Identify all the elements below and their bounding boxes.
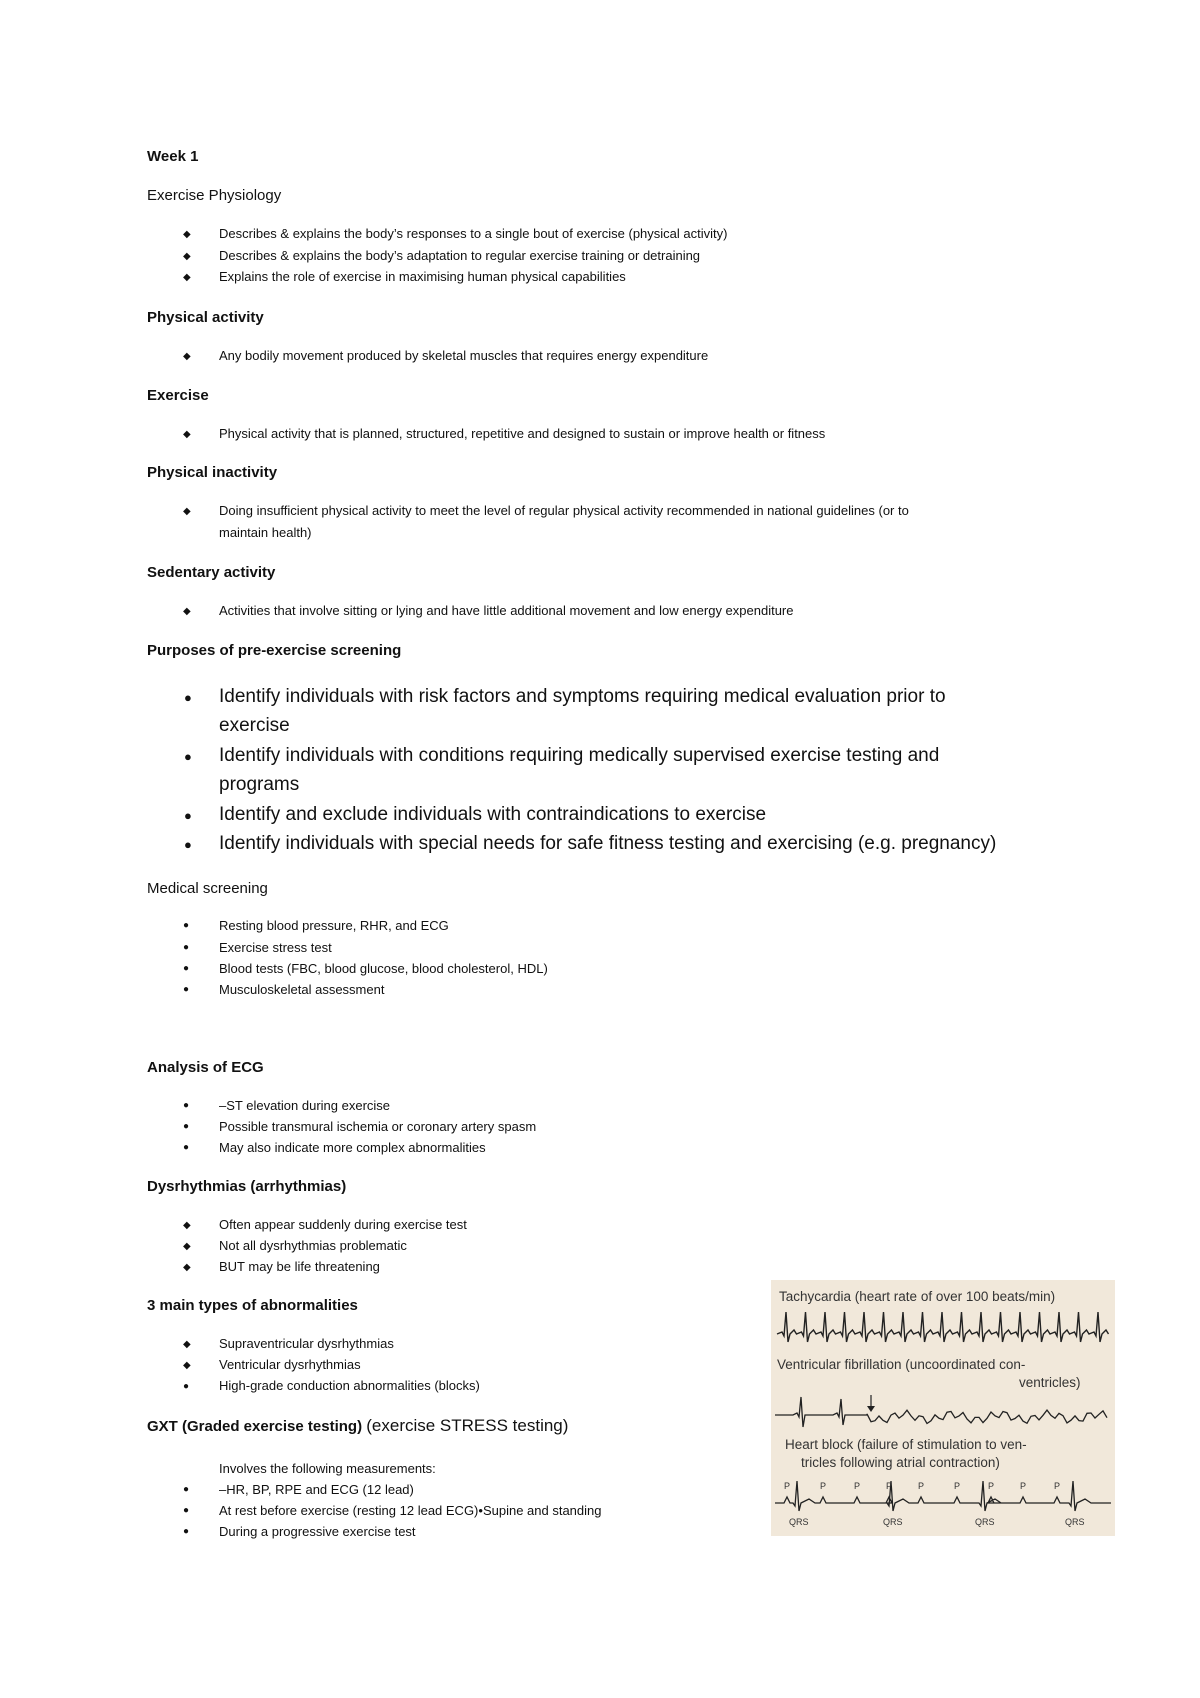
medical-screening-heading: Medical screening bbox=[147, 880, 268, 897]
list-item: Musculoskeletal assessment bbox=[219, 982, 385, 997]
sedentary-heading: Sedentary activity bbox=[147, 564, 276, 581]
p-wave-label: P bbox=[918, 1481, 925, 1491]
list-item: Possible transmural ischemia or coronary artery spasm bbox=[219, 1119, 537, 1134]
bullet-icon: ◆ bbox=[183, 506, 191, 517]
p-wave-label: P bbox=[1020, 1481, 1027, 1491]
bullet-icon: ● bbox=[184, 749, 192, 764]
list-item: Resting blood pressure, RHR, and ECG bbox=[219, 918, 449, 933]
bullet-icon: ◆ bbox=[183, 606, 191, 617]
heart-block-caption-continuation: tricles following atrial contraction) bbox=[801, 1455, 1000, 1470]
bullet-icon: ● bbox=[183, 1381, 190, 1392]
physical-activity-heading: Physical activity bbox=[147, 309, 264, 326]
qrs-label: QRS bbox=[883, 1517, 903, 1527]
gxt-heading bbox=[147, 1416, 568, 1436]
bullet-icon: ◆ bbox=[183, 1360, 191, 1371]
vf-caption: Ventricular fibrillation (uncoordinated con- bbox=[777, 1357, 1026, 1372]
bullet-icon: ● bbox=[183, 942, 190, 953]
exercise-physiology-heading: Exercise Physiology bbox=[147, 187, 282, 204]
list-item: Blood tests (FBC, blood glucose, blood cholesterol, HDL) bbox=[219, 961, 548, 976]
bullet-icon: ● bbox=[184, 808, 192, 823]
bullet-icon: ◆ bbox=[183, 351, 191, 362]
list-item: Exercise stress test bbox=[219, 940, 332, 955]
list-item: Identify individuals with conditions requiring medically supervised exercise testing and bbox=[219, 745, 940, 766]
bullet-icon: ● bbox=[183, 920, 190, 931]
list-item: Not all dysrhythmias problematic bbox=[219, 1238, 407, 1253]
ecg-figure bbox=[771, 1280, 1115, 1536]
bullet-icon: ● bbox=[184, 837, 192, 852]
list-item: Activities that involve sitting or lying and have little additional movement and low energy expenditure bbox=[219, 603, 794, 618]
gxt-heading-main: GXT (Graded exercise testing) bbox=[147, 1418, 363, 1435]
bullet-icon: ◆ bbox=[183, 1220, 191, 1231]
bullet-icon: ◆ bbox=[183, 429, 191, 440]
list-item: High-grade conduction abnormalities (blocks) bbox=[219, 1378, 480, 1393]
bullet-icon: ◆ bbox=[183, 1262, 191, 1273]
vf-ecg-strip bbox=[771, 1393, 1115, 1435]
list-item: May also indicate more complex abnormalities bbox=[219, 1140, 486, 1155]
list-item: Any bodily movement produced by skeletal muscles that requires energy expenditure bbox=[219, 348, 709, 363]
bullet-icon: ● bbox=[183, 984, 190, 995]
gxt-heading-suffix: (exercise STRESS testing) bbox=[366, 1416, 569, 1435]
abnormalities-heading: 3 main types of abnormalities bbox=[147, 1297, 358, 1314]
p-wave-label: P bbox=[954, 1481, 961, 1491]
list-item: Describes & explains the body’s adaptation to regular exercise training or detraining bbox=[219, 248, 701, 263]
list-item-continuation: programs bbox=[219, 774, 300, 795]
list-item: Identify and exclude individuals with contraindications to exercise bbox=[219, 804, 767, 825]
arrow-head-icon bbox=[867, 1406, 875, 1412]
bullet-icon: ◆ bbox=[183, 1339, 191, 1350]
gxt-intro: Involves the following measurements: bbox=[219, 1461, 436, 1476]
vf-caption-continuation: ventricles) bbox=[1019, 1375, 1081, 1390]
bullet-icon: ● bbox=[183, 1142, 190, 1153]
tachycardia-ecg-strip bbox=[771, 1308, 1115, 1348]
list-item: Identify individuals with risk factors and symptoms requiring medical evaluation prior to bbox=[219, 686, 946, 707]
list-item: Ventricular dysrhythmias bbox=[219, 1357, 361, 1372]
bullet-icon: ◆ bbox=[183, 1241, 191, 1252]
physical-inactivity-heading: Physical inactivity bbox=[147, 464, 278, 481]
list-item: Explains the role of exercise in maximising human physical capabilities bbox=[219, 269, 626, 284]
list-item: –HR, BP, RPE and ECG (12 lead) bbox=[219, 1482, 414, 1497]
p-wave-label: P bbox=[988, 1481, 995, 1491]
p-wave-label: P bbox=[886, 1481, 893, 1491]
p-wave-label: P bbox=[784, 1481, 791, 1491]
list-item: Identify individuals with special needs for safe fitness testing and exercising (e.g. pregnancy) bbox=[219, 833, 997, 854]
list-item: BUT may be life threatening bbox=[219, 1259, 380, 1274]
qrs-label: QRS bbox=[975, 1517, 995, 1527]
list-item: Doing insufficient physical activity to meet the level of regular physical activity recommended in national guidelines (or to bbox=[219, 503, 909, 518]
bullet-icon: ● bbox=[184, 690, 192, 705]
tachycardia-caption: Tachycardia (heart rate of over 100 beats/min) bbox=[779, 1289, 1056, 1304]
bullet-icon: ◆ bbox=[183, 251, 191, 262]
list-item: Often appear suddenly during exercise test bbox=[219, 1217, 467, 1232]
list-item-continuation: exercise bbox=[219, 715, 290, 736]
bullet-icon: ● bbox=[183, 963, 190, 974]
qrs-label: QRS bbox=[1065, 1517, 1085, 1527]
list-item: At rest before exercise (resting 12 lead ECG)•Supine and standing bbox=[219, 1503, 602, 1518]
list-item: During a progressive exercise test bbox=[219, 1524, 416, 1539]
bullet-icon: ◆ bbox=[183, 229, 191, 240]
ecg-analysis-heading: Analysis of ECG bbox=[147, 1059, 264, 1076]
heart-block-caption: Heart block (failure of stimulation to ven- bbox=[785, 1437, 1027, 1452]
list-item: Physical activity that is planned, structured, repetitive and designed to sustain or improve health or fitness bbox=[219, 426, 826, 441]
list-item: –ST elevation during exercise bbox=[219, 1098, 391, 1113]
bullet-icon: ● bbox=[183, 1100, 190, 1111]
p-wave-label: P bbox=[1054, 1481, 1061, 1491]
exercise-heading: Exercise bbox=[147, 387, 209, 404]
bullet-icon: ● bbox=[183, 1121, 190, 1132]
p-wave-label: P bbox=[820, 1481, 827, 1491]
list-item: Supraventricular dysrhythmias bbox=[219, 1336, 394, 1351]
dysrhythmias-heading: Dysrhythmias (arrhythmias) bbox=[147, 1178, 347, 1195]
list-item: Describes & explains the body’s responses to a single bout of exercise (physical activity) bbox=[219, 226, 728, 241]
qrs-label: QRS bbox=[789, 1517, 809, 1527]
pre-exercise-heading: Purposes of pre-exercise screening bbox=[147, 642, 402, 659]
bullet-icon: ● bbox=[183, 1484, 190, 1495]
bullet-icon: ◆ bbox=[183, 272, 191, 283]
bullet-icon: ● bbox=[183, 1505, 190, 1516]
week-heading: Week 1 bbox=[147, 148, 199, 165]
p-wave-label: P bbox=[854, 1481, 861, 1491]
bullet-icon: ● bbox=[183, 1526, 190, 1537]
list-item-continuation: maintain health) bbox=[219, 525, 312, 540]
heart-block-ecg-strip bbox=[771, 1473, 1115, 1533]
